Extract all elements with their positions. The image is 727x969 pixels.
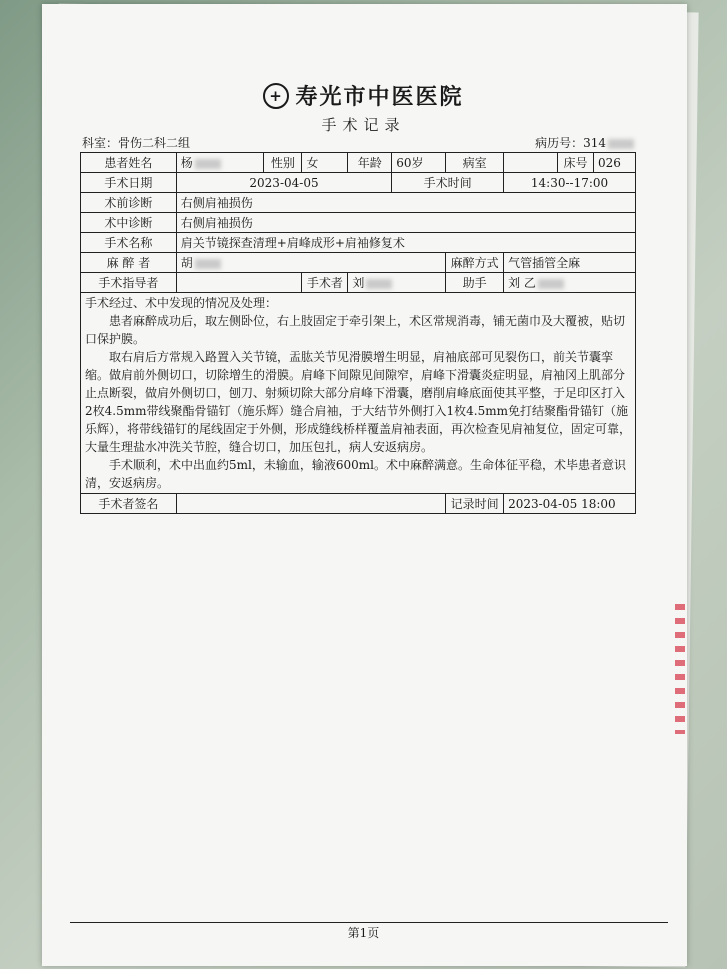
record-number: 病历号：314 [535, 134, 634, 151]
hospital-header [0, 80, 727, 111]
surgery-record-table [80, 152, 636, 514]
red-page-edge [675, 604, 685, 734]
anesthetist-label: 麻 醉 者 [81, 253, 177, 273]
signature [176, 494, 445, 514]
footer-divider [70, 922, 668, 923]
patient-name: 杨 [176, 153, 264, 173]
table-row [81, 213, 636, 233]
surgery-narrative [81, 293, 636, 494]
table-row [81, 293, 636, 494]
assistant: 刘 乙 [504, 273, 636, 293]
record-time-label: 记录时间 [446, 494, 504, 514]
anesthetist: 胡 [176, 253, 445, 273]
supervisor-label: 手术指导者 [81, 273, 177, 293]
table-row [81, 494, 636, 514]
gender-label: 性别 [264, 153, 302, 173]
table-row [81, 153, 636, 173]
meta-row [82, 134, 634, 151]
procedure: 肩关节镜探查清理+肩峰成形+肩袖修复术 [176, 233, 635, 253]
signature-label: 手术者签名 [81, 494, 177, 514]
page-number: 第1页 [347, 926, 380, 940]
ward-label: 病室 [446, 153, 504, 173]
intraop-dx-label: 术中诊断 [81, 213, 177, 233]
hospital-logo-icon: + [263, 83, 289, 109]
narrative-paragraph: 取右肩后方常规入路置入关节镜，盂肱关节见滑膜增生明显，肩袖底部可见裂伤口，前关节囊挛缩。做肩前外侧切口，切除增生的滑膜。肩峰下间隙见间隙窄，肩峰下滑囊炎症明显，肩袖冈上肌部分止点断裂，做肩外侧切口，刨刀、射频切除大部分肩峰下滑囊，磨削肩峰底面使其平整，于足印区打入2枚4.5mm带线聚酯骨锚钉（施乐辉）缝合肩袖，于大结节外侧打入1枚4.5mm免打结聚酯骨锚钉（施乐辉），将带线锚钉的尾线固定于外侧，形成缝线桥样覆盖肩袖表面，再次检查见肩袖复位，固定可靠，大量生理盐水冲洗关节腔，缝合切口，加压包扎，病人安返病房。 [85, 350, 632, 454]
table-row [81, 233, 636, 253]
narrative-paragraph: 手术顺利，术中出血约5ml，未输血，输液600ml。术中麻醉满意。生命体征平稳，术毕患者意识清，安返病房。 [85, 458, 626, 490]
age: 60岁 [392, 153, 446, 173]
narrative-heading: 手术经过、术中发现的情况及处理： [85, 296, 278, 310]
surgeon: 刘 [348, 273, 446, 293]
narrative-paragraph: 患者麻醉成功后，取左侧卧位，右上肢固定于牵引架上，术区常规消毒，铺无菌巾及大覆被，贴切口保护膜。 [85, 314, 626, 346]
anesthesia-method-label: 麻醉方式 [446, 253, 504, 273]
surgeon-label: 手术者 [302, 273, 348, 293]
bed-label: 床号 [557, 153, 593, 173]
hospital-name: 寿光市中医医院 [295, 84, 464, 110]
hospital-title [263, 80, 463, 111]
table-row [81, 273, 636, 293]
preop-dx: 右侧肩袖损伤 [176, 193, 635, 213]
age-label: 年龄 [348, 153, 392, 173]
preop-dx-label: 术前诊断 [81, 193, 177, 213]
doc-title: 手术记录 [321, 116, 406, 134]
surgery-date: 2023-04-05 [176, 173, 391, 193]
procedure-label: 手术名称 [81, 233, 177, 253]
gender: 女 [302, 153, 348, 173]
surgery-time-label: 手术时间 [392, 173, 504, 193]
patient-name-label: 患者姓名 [81, 153, 177, 173]
department: 科室：骨伤二科二组 [82, 136, 191, 150]
intraop-dx: 右侧肩袖损伤 [176, 213, 635, 233]
table-row [81, 173, 636, 193]
table-row [81, 253, 636, 273]
table-row [81, 193, 636, 213]
ward [504, 153, 558, 173]
surgery-date-label: 手术日期 [81, 173, 177, 193]
record-time: 2023-04-05 18:00 [504, 494, 636, 514]
bed: 026 [593, 153, 635, 173]
supervisor [176, 273, 302, 293]
anesthesia-method: 气管插管全麻 [504, 253, 636, 273]
assistant-label: 助手 [446, 273, 504, 293]
surgery-time: 14:30--17:00 [504, 173, 636, 193]
